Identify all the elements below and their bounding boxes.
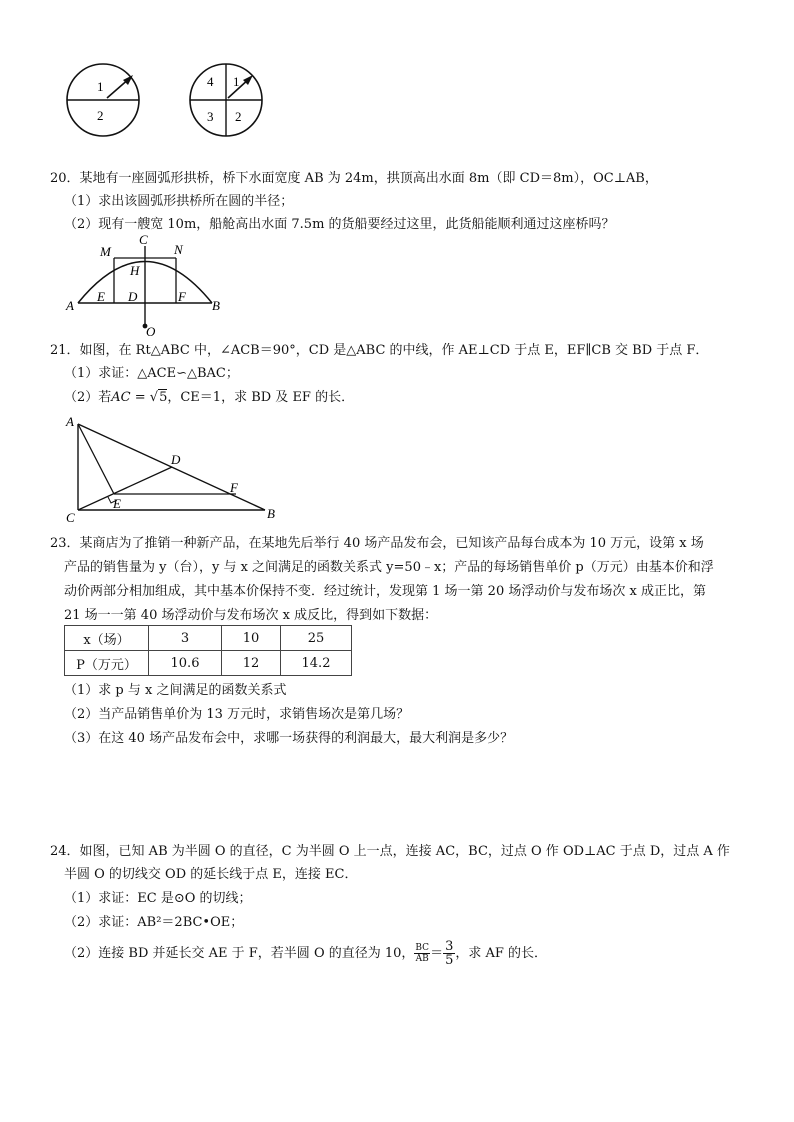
q21-label-D: D: [171, 452, 181, 467]
q21-part2: [64, 389, 354, 407]
q24-part3-suffix: ，求 AF 的长．: [455, 946, 548, 961]
q21-label-F: F: [230, 480, 238, 495]
q23-table-row-x: [65, 626, 352, 651]
q20-part2: （2）现有一艘宽 10m，船舱高出水面 7.5m 的货船要经过这里，此货船能顺利通过这座桥吗？: [64, 217, 615, 232]
q21-label-E: E: [113, 496, 121, 511]
q23-part1: （1）求 p 与 x 之间满足的函数关系式: [64, 683, 287, 698]
q23-table-cell: 14.2: [281, 651, 352, 676]
q21-triangle-figure: [60, 412, 290, 524]
q21-label-B: B: [267, 506, 275, 521]
q23-table-cell: P（万元）: [65, 651, 149, 676]
q24-part3: [64, 940, 547, 967]
q23-part3: （3）在这 40 场产品发布会中，求哪一场获得的利润最大，最大利润是多少？: [64, 731, 514, 746]
q20-stem-text: 某地有一座圆弧形拱桥，桥下水面宽度 AB 为 24m，拱顶高出水面 8m（即 CD＝8m），OC⊥AB，: [79, 171, 658, 186]
spinner-right: [190, 64, 262, 136]
q23-stem-line4: 21 场一一第 40 场浮动价与发布场次 x 成反比，得到如下数据：: [64, 608, 438, 623]
q21-number: 21．: [50, 343, 80, 358]
spinner-left-sector-2: 2: [97, 108, 104, 123]
q21-part1: （1）求证：△ACE∽△BAC；: [64, 366, 239, 381]
q24-l1: 如图，已知 AB 为半圆 O 的直径，C 为半圆 O 上一点，连接 AC，BC，过点 O 作 OD⊥AC 于点 D，过点 A 作: [79, 844, 730, 859]
q20-label-C: C: [139, 232, 148, 247]
q23-table-row-p: [65, 651, 352, 676]
q20-label-N: N: [174, 242, 183, 257]
spinner-right-sector-1: 1: [233, 74, 240, 89]
q20-part1: （1）求出该圆弧形拱桥所在圆的半径；: [64, 194, 294, 209]
q24-frac2-den: 5: [445, 953, 454, 968]
q21-stem: [50, 342, 708, 360]
q20-number: 20．: [50, 171, 80, 186]
q20-label-E: E: [97, 289, 105, 304]
spinner-left: [67, 64, 139, 136]
q21-stem-text: 如图，在 Rt△ABC 中，∠ACB＝90°，CD 是△ABC 的中线，作 AE⊥CD 于点 E，EF∥CB 交 BD 于点 F．: [79, 343, 709, 358]
q23-stem-line2: 产品的销售量为 y（台），y 与 x 之间满足的函数关系式 y=50﹣x；产品的每场销售单价 p（万元）由基本价和浮: [64, 560, 714, 575]
q24-eq: ＝: [430, 946, 444, 961]
q21-ac-label: AC =: [111, 390, 150, 405]
q24-frac2-num: 3: [445, 939, 454, 954]
spinner-figures: [60, 58, 280, 142]
q23-table-cell: x（场）: [65, 626, 149, 651]
q20-bridge-figure: [60, 232, 240, 336]
q24-part2: （2）求证：AB²＝2BC•OE；: [64, 915, 244, 930]
q24-frac1-num: BC: [415, 943, 430, 953]
q20-label-A: A: [66, 298, 74, 313]
q24-fraction-3-5: [443, 940, 455, 967]
q23-table-cell: 10: [222, 626, 281, 651]
q24-stem-line2: 半圆 O 的切线交 OD 的延长线于点 E，连接 EC．: [64, 867, 358, 882]
spinner-right-sector-4: 4: [207, 74, 214, 89]
q23-part2: （2）当产品销售单价为 13 万元时，求销售场次是第几场？: [64, 707, 410, 722]
q23-table-cell: 12: [222, 651, 281, 676]
q20-label-D: D: [128, 289, 138, 304]
spinner-left-sector-1: 1: [97, 79, 104, 94]
q20-label-F: F: [178, 289, 186, 304]
q23-stem-line3: 动价两部分相加组成，其中基本价保持不变．经过统计，发现第 1 场一第 20 场浮动价与发布场次 x 成正比，第: [64, 584, 706, 599]
q20-label-M: M: [100, 244, 111, 259]
spinner-right-sector-2: 2: [235, 109, 242, 124]
q23-table-cell: 10.6: [149, 651, 222, 676]
q20-label-H: H: [130, 263, 140, 278]
q24-frac1-den: AB: [415, 954, 429, 964]
q23-l1: 某商店为了推销一种新产品，在某地先后举行 40 场产品发布会，已知该产品每台成本为 10 万元，设第 x 场: [79, 536, 704, 551]
q21-part2-prefix: （2）若: [64, 390, 112, 405]
q20-label-O: O: [146, 324, 156, 336]
q21-label-A: A: [66, 414, 74, 429]
q20-label-B: B: [212, 298, 220, 313]
spinner-right-sector-3: 3: [207, 109, 214, 124]
q23-stem-line1: [50, 535, 704, 553]
q21-sqrt-value: 5: [159, 390, 168, 405]
q23-data-table: [64, 625, 352, 676]
q24-fraction-bc-ab: [414, 943, 430, 964]
q24-stem-line1: [50, 843, 730, 861]
q21-label-C: C: [66, 510, 75, 524]
q21-part2-suffix: ，CE＝1，求 BD 及 EF 的长．: [167, 390, 355, 405]
q23-table-cell: 3: [149, 626, 222, 651]
q20-stem: [50, 170, 658, 188]
q24-part3-prefix: （2）连接 BD 并延长交 AE 于 F，若半圆 O 的直径为 10，: [64, 946, 415, 961]
q21-sqrt-symbol: √: [149, 390, 159, 405]
q24-number: 24．: [50, 844, 80, 859]
q23-number: 23．: [50, 536, 80, 551]
q24-part1: （1）求证：EC 是⊙O 的切线；: [64, 891, 252, 906]
q23-table-cell: 25: [281, 626, 352, 651]
